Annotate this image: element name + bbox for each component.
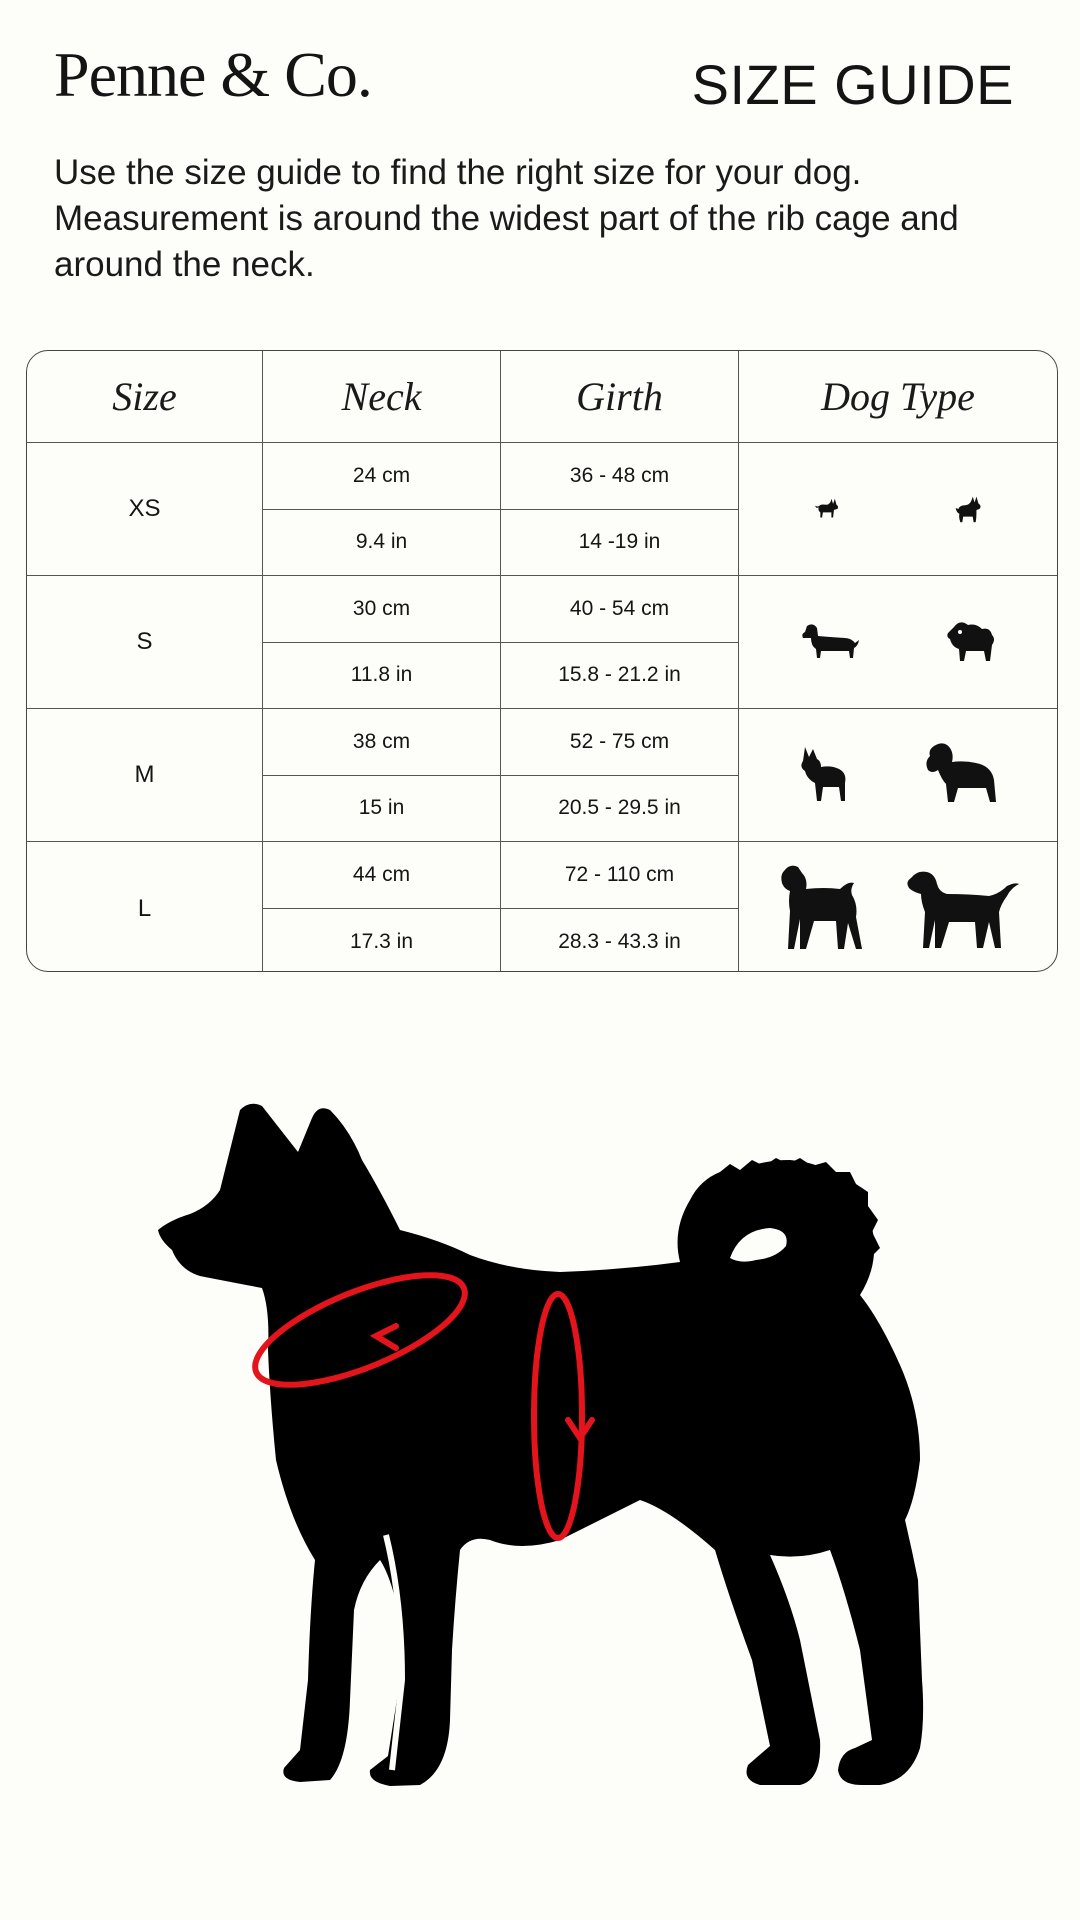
girth-in: 28.3 - 43.3 in [501, 909, 739, 973]
dog-type-s [739, 576, 1057, 709]
yorkie-icon [948, 491, 986, 527]
header-dog-type: Dog Type [739, 351, 1057, 443]
cocker-spaniel-icon [922, 740, 1002, 810]
neck-in: 9.4 in [263, 510, 501, 577]
neck-cm: 44 cm [263, 842, 501, 909]
dog-type-xs [739, 443, 1057, 576]
shiba-dog-silhouette-icon [158, 1104, 923, 1786]
header-girth: Girth [501, 351, 739, 443]
page-title: SIZE GUIDE [691, 53, 1014, 116]
dog-type-m [739, 709, 1057, 842]
intro-text: Use the size guide to find the right size for your dog. Measurement is around the widest part of the rib cage and around the neck. [54, 153, 959, 284]
retriever-icon [903, 864, 1023, 954]
size-l: L [27, 842, 263, 972]
neck-in: 11.8 in [263, 643, 501, 710]
girth-in: 14 -19 in [501, 510, 739, 577]
chihuahua-icon [811, 492, 845, 526]
neck-cm: 24 cm [263, 443, 501, 510]
girth-in: 20.5 - 29.5 in [501, 776, 739, 843]
dog-measurement-diagram [0, 1080, 1080, 1880]
size-xs: XS [27, 443, 263, 576]
size-m: M [27, 709, 263, 842]
dog-type-l [739, 842, 1057, 972]
brand-logo: Penne & Co. [54, 39, 372, 110]
dachshund-icon [799, 618, 863, 666]
neck-in: 17.3 in [263, 909, 501, 973]
neck-in: 15 in [263, 776, 501, 843]
neck-cm: 38 cm [263, 709, 501, 776]
girth-cm: 40 - 54 cm [501, 576, 739, 643]
girth-in: 15.8 - 21.2 in [501, 643, 739, 710]
neck-cm: 30 cm [263, 576, 501, 643]
girth-cm: 52 - 75 cm [501, 709, 739, 776]
girth-cm: 72 - 110 cm [501, 842, 739, 909]
size-s: S [27, 576, 263, 709]
header-size: Size [27, 351, 263, 443]
shih-tzu-icon [942, 617, 998, 667]
girth-cm: 36 - 48 cm [501, 443, 739, 510]
boxer-icon [774, 861, 874, 957]
header-neck: Neck [263, 351, 501, 443]
size-table [26, 350, 1058, 972]
french-bulldog-icon [795, 743, 851, 807]
